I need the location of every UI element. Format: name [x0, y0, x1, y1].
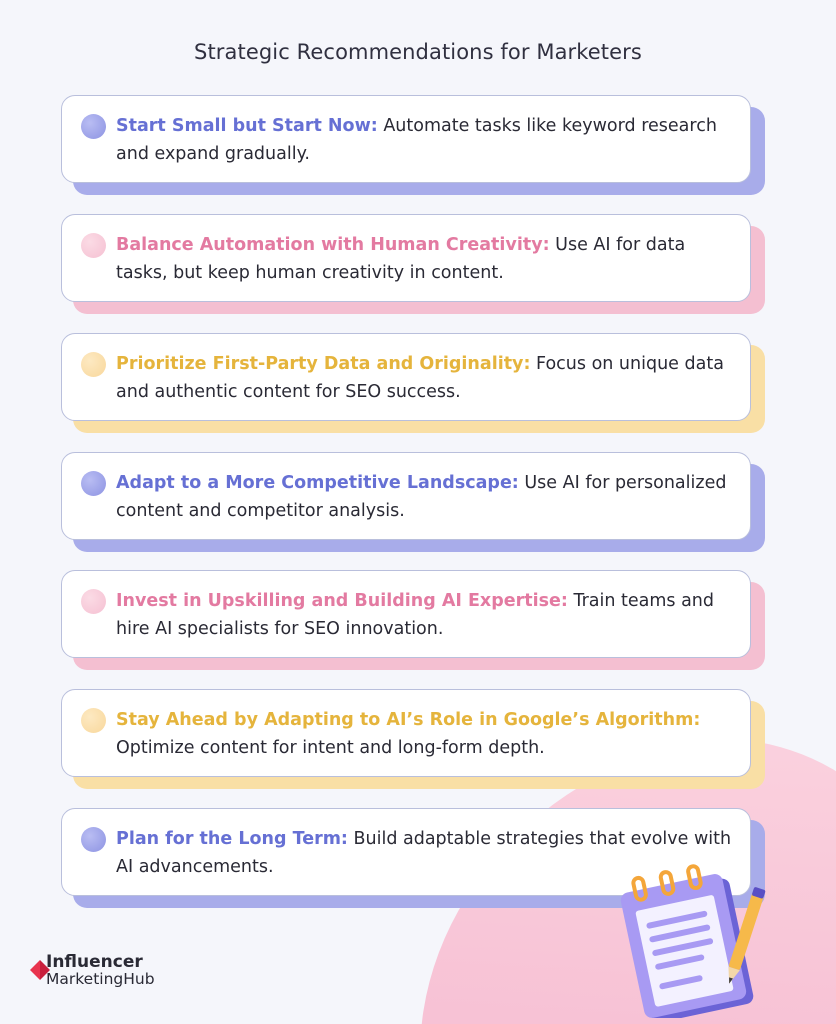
recommendation-card-4: [61, 452, 765, 554]
recommendation-heading: Stay Ahead by Adapting to AI’s Role in Google’s Algorithm:: [116, 710, 701, 730]
card-body: [61, 452, 751, 540]
card-body: [61, 95, 751, 183]
bullet-dot-icon: [81, 471, 106, 496]
page-title: Strategic Recommendations for Marketers: [194, 40, 642, 64]
card-body: [61, 214, 751, 302]
bullet-dot-icon: [81, 827, 106, 852]
recommendation-card-5: [61, 570, 765, 672]
recommendation-card-1: [61, 95, 765, 197]
recommendation-heading: Balance Automation with Human Creativity:: [116, 235, 550, 255]
card-body: [61, 689, 751, 777]
recommendation-heading: Adapt to a More Competitive Landscape:: [116, 473, 519, 493]
logo-line-2: MarketingHub: [46, 970, 155, 988]
bullet-dot-icon: [81, 233, 106, 258]
recommendation-text: Build adaptable strategies that evolve with AI advancements.: [116, 829, 732, 877]
bullet-dot-icon: [81, 589, 106, 614]
recommendation-text: Optimize content for intent and long-form depth.: [116, 738, 545, 758]
card-body: [61, 333, 751, 421]
recommendation-heading: Prioritize First-Party Data and Originality:: [116, 354, 531, 374]
recommendation-card-2: [61, 214, 765, 316]
logo-line-1: Influencer: [46, 952, 143, 972]
recommendation-heading: Start Small but Start Now:: [116, 116, 378, 136]
recommendation-text: Use AI for data tasks, but keep human creativity in content.: [116, 235, 686, 283]
card-body: [61, 570, 751, 658]
notepad-pencil-illustration: [612, 858, 772, 1018]
recommendation-text: Automate tasks like keyword research and expand gradually.: [116, 116, 717, 164]
bullet-dot-icon: [81, 352, 106, 377]
bullet-dot-icon: [81, 114, 106, 139]
recommendation-card-3: [61, 333, 765, 435]
bullet-dot-icon: [81, 708, 106, 733]
recommendation-card-6: [61, 689, 765, 791]
recommendation-heading: Invest in Upskilling and Building AI Expertise:: [116, 591, 568, 611]
recommendation-text: Use AI for personalized content and competitor analysis.: [116, 473, 727, 521]
recommendation-text: Train teams and hire AI specialists for SEO innovation.: [116, 591, 715, 639]
recommendation-text: Focus on unique data and authentic content for SEO success.: [116, 354, 724, 402]
recommendation-heading: Plan for the Long Term:: [116, 829, 348, 849]
